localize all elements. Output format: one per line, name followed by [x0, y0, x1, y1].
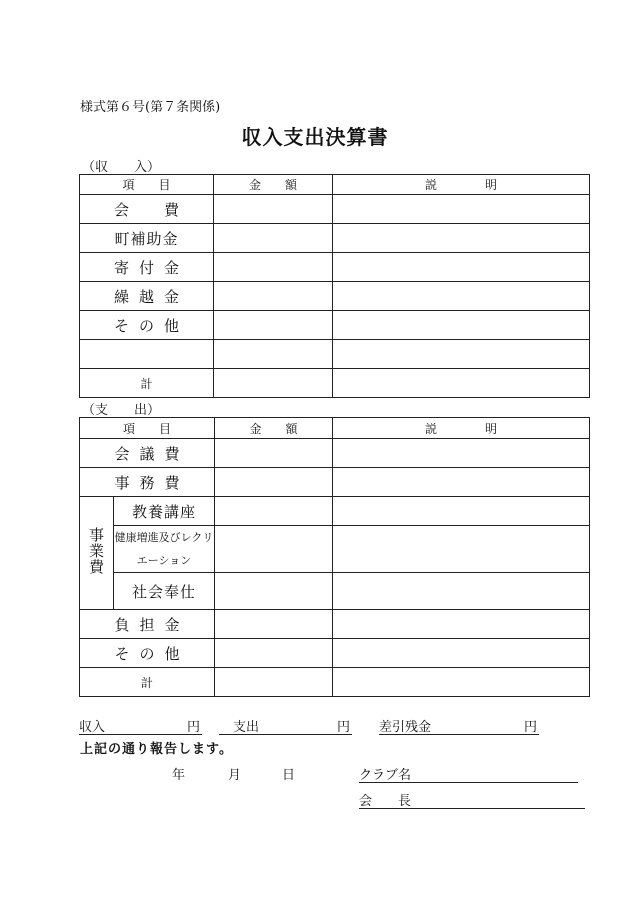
expense-summary-label: 支出: [233, 720, 260, 735]
form-number: 様式第６号(第７条関係): [80, 100, 221, 115]
expense-item-label: 負担金: [80, 610, 215, 639]
expense-description-cell[interactable]: [333, 439, 590, 468]
table-row: [80, 340, 590, 369]
expense-description-cell[interactable]: [333, 610, 590, 639]
expense-total-field[interactable]: [219, 716, 352, 735]
table-row: [80, 195, 590, 224]
expense-amount-cell[interactable]: [215, 468, 333, 497]
yen-unit: 円: [186, 720, 200, 735]
balance-field[interactable]: [379, 716, 539, 735]
table-row: [80, 639, 590, 668]
income-header-description: 説 明: [333, 175, 590, 195]
yen-unit: 円: [523, 720, 537, 735]
expense-description-cell[interactable]: [333, 497, 590, 526]
expense-amount-cell[interactable]: [215, 639, 333, 668]
income-total-label: 計: [80, 369, 214, 398]
table-row: [80, 311, 590, 340]
income-header-item: 項 目: [80, 175, 214, 195]
income-total-row: [80, 369, 590, 398]
expense-amount-cell[interactable]: [215, 610, 333, 639]
expense-group-cell: [80, 497, 114, 610]
expense-total-amount-cell[interactable]: [215, 668, 333, 697]
income-description-cell[interactable]: [333, 340, 590, 369]
expense-amount-cell[interactable]: [215, 573, 333, 610]
table-row: [80, 224, 590, 253]
income-item-label: その他: [80, 311, 214, 340]
expense-subitem-label: 教養講座: [114, 497, 215, 526]
yen-unit: 円: [336, 720, 350, 735]
expense-subitem-label: 社会奉仕: [114, 573, 215, 610]
income-item-label: 繰越金: [80, 282, 214, 311]
expense-item-label: 会議費: [80, 439, 215, 468]
president-field[interactable]: [359, 790, 585, 809]
income-description-cell[interactable]: [333, 224, 590, 253]
table-row: [80, 253, 590, 282]
date-day-label: 日: [282, 768, 296, 783]
table-row: [80, 610, 590, 639]
income-item-label: 町補助金: [80, 224, 214, 253]
club-name-field[interactable]: [359, 764, 578, 783]
expense-table: [79, 417, 590, 697]
expense-description-cell[interactable]: [333, 639, 590, 668]
income-header-row: [80, 175, 590, 195]
income-item-label: 寄付金: [80, 253, 214, 282]
date-year-label: 年: [172, 768, 186, 783]
expense-total-label: 計: [80, 668, 215, 697]
table-row: [80, 497, 590, 526]
expense-header-amount: 金 額: [215, 418, 333, 439]
income-amount-cell[interactable]: [214, 340, 333, 369]
expense-group-label: 事業費: [87, 527, 105, 575]
income-description-cell[interactable]: [333, 311, 590, 340]
income-amount-cell[interactable]: [214, 253, 333, 282]
expense-amount-cell[interactable]: [215, 497, 333, 526]
report-statement: 上記の通り報告します。: [80, 742, 233, 757]
expense-amount-cell[interactable]: [215, 526, 333, 573]
income-amount-cell[interactable]: [214, 311, 333, 340]
income-amount-cell[interactable]: [214, 224, 333, 253]
expense-total-row: [80, 668, 590, 697]
date-month-label: 月: [228, 768, 242, 783]
expense-header-item: 項 目: [80, 418, 215, 439]
table-row: [80, 468, 590, 497]
income-table: [79, 174, 590, 398]
expense-description-cell[interactable]: [333, 573, 590, 610]
table-row: [80, 573, 590, 610]
table-row: [80, 526, 590, 573]
income-section-label: （収 入）: [82, 160, 161, 175]
expense-description-cell[interactable]: [333, 468, 590, 497]
document-title: 収入支出決算書: [241, 125, 389, 149]
income-amount-cell[interactable]: [214, 282, 333, 311]
expense-item-label: その他: [80, 639, 215, 668]
table-row: [80, 439, 590, 468]
expense-description-cell[interactable]: [333, 526, 590, 573]
balance-summary-label: 差引残金: [379, 720, 432, 735]
expense-header-row: [80, 418, 590, 439]
income-summary-label: 収入: [79, 720, 106, 735]
income-description-cell[interactable]: [333, 195, 590, 224]
income-total-description-cell[interactable]: [333, 369, 590, 398]
income-total-amount-cell[interactable]: [214, 369, 333, 398]
expense-subitem-label: 健康増進及びレクリエーション: [114, 526, 215, 573]
income-description-cell[interactable]: [333, 282, 590, 311]
expense-section-label: （支 出）: [82, 403, 161, 418]
expense-total-description-cell[interactable]: [333, 668, 590, 697]
income-total-field[interactable]: [79, 716, 202, 735]
expense-item-label: 事務費: [80, 468, 215, 497]
income-item-label[interactable]: [80, 340, 214, 369]
president-label: 会 長: [359, 794, 412, 809]
income-header-amount: 金 額: [214, 175, 333, 195]
club-name-label: クラブ名: [359, 768, 412, 783]
income-description-cell[interactable]: [333, 253, 590, 282]
expense-header-description: 説 明: [333, 418, 590, 439]
table-row: [80, 282, 590, 311]
income-item-label: 会 費: [80, 195, 214, 224]
expense-amount-cell[interactable]: [215, 439, 333, 468]
income-amount-cell[interactable]: [214, 195, 333, 224]
